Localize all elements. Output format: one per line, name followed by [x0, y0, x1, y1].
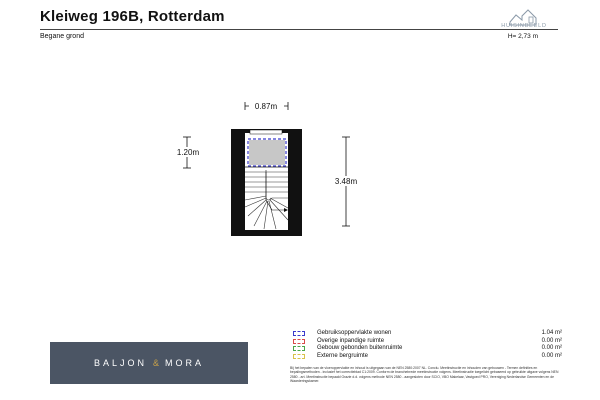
legend-swatch-outdoor: [293, 346, 305, 351]
legend-value: 0.00 m²: [541, 352, 562, 359]
floor-label: Begane grond: [40, 33, 84, 40]
legend-swatch-other: [293, 339, 305, 344]
measurement-disclaimer: Bij het bepalen van de vloeroppervlakte en inhoud is uitgegaan van de NEN 2580:2007 NL. Conclu. Meetinstructie en inhouden van gebouwen - Termen definities en bepalingsmethoden - inclusief het correctieblad C1:2009. Conform de branchebrede meetinstructie volgens. Meetinstructie toegelicht gebaseerd op gebruikte uitgave volgens NEN 2580 - art. Meetinstructie bepaald Grazie d.d. volgens methode NEN 2580 - aangesloten door SCIO, VBO Makelaar, Vastgoed PRO, Vereniging Nederlandse Gemeenten en de Waarderingskamer.: [290, 366, 559, 384]
legend-value: 0.00 m²: [541, 345, 562, 351]
company-name-left: BALJON: [93, 358, 147, 368]
legend-item: [290, 345, 562, 353]
brand-name: HUISINBEELD: [501, 23, 547, 29]
legend-label: Overige inpandige ruimte: [317, 337, 385, 344]
legend-swatch-usable: [293, 331, 305, 336]
legend-item: [290, 330, 562, 338]
legend-value: 0.00 m²: [541, 337, 562, 344]
legend-item: [290, 353, 562, 361]
legend-label: Externe bergruimte: [317, 352, 369, 359]
wall-bottom: [231, 230, 302, 236]
legend-label: Gebruiksoppervlakte wonen: [317, 330, 392, 336]
area-legend: [290, 330, 562, 360]
company-name-right: MORA: [165, 358, 205, 368]
wall-right: [288, 129, 302, 236]
ceiling-height-label: H= 2,73 m: [507, 33, 538, 40]
window: [250, 130, 282, 134]
company-ampersand: &: [153, 358, 160, 368]
wall-left: [231, 129, 245, 236]
dimension-total-height-label: 3.48m: [334, 177, 358, 186]
dimension-width-label: 0.87m: [254, 102, 278, 111]
legend-swatch-storage: [293, 354, 305, 359]
landing: [249, 140, 285, 165]
dimension-upper-height-label: 1.20m: [176, 148, 200, 157]
company-logo: [50, 342, 248, 384]
legend-value: 1.04 m²: [541, 330, 562, 336]
legend-label: Gebouw gebonden buitenruimte: [317, 345, 403, 351]
page-title: Kleiweg 196B, Rotterdam: [40, 8, 225, 25]
legend-item: [290, 338, 562, 346]
